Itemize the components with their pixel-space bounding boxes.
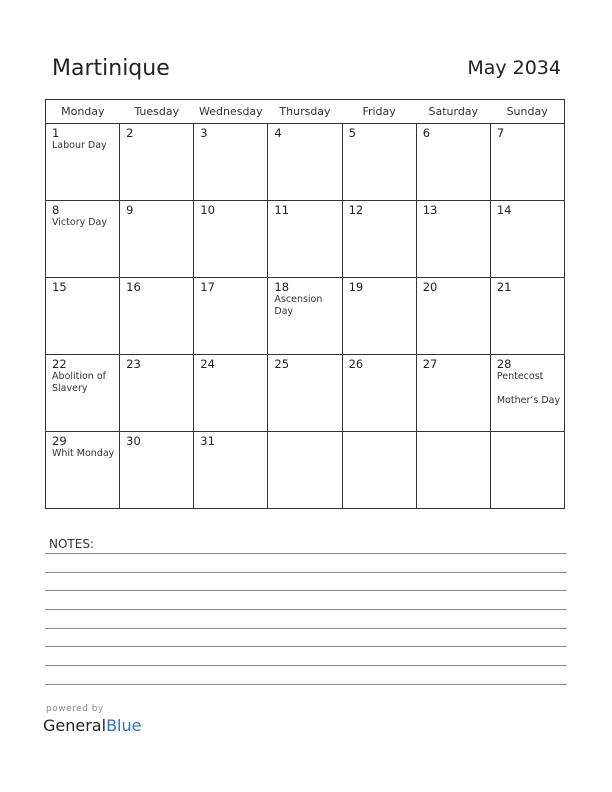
notes-line [45,646,567,647]
week-row [46,278,565,355]
day-cell [416,201,490,278]
day-number: 31 [200,434,215,448]
day-cell [342,201,416,278]
day-cell [490,201,564,278]
day-number: 22 [52,357,67,371]
day-cell [120,124,194,201]
week-row [46,355,565,432]
holiday-label: Pentecost [496,371,544,382]
calendar-grid [45,99,565,509]
day-cell [490,124,564,201]
holiday-label: Whit Monday [52,448,115,459]
day-cell [194,124,268,201]
month-label: May 2034 [467,57,561,79]
holiday-label: Abolition of Slavery [52,371,106,394]
weekday-header: Monday [46,100,120,124]
day-cell [120,278,194,355]
day-cell [46,124,120,201]
day-number: 6 [422,126,431,140]
day-number: 19 [348,280,364,294]
day-cell [268,278,342,355]
day-number: 23 [126,357,141,371]
day-number: 12 [348,203,364,217]
notes-line [45,628,567,629]
brand-name-part1: General [43,716,107,735]
page-title: Martinique [52,56,170,81]
holiday-label: Labour Day [52,140,107,151]
holiday-label: Mother’s Day [496,395,561,406]
day-number: 13 [422,203,438,217]
day-cell [194,432,268,509]
notes-line [45,609,567,610]
day-cell [268,201,342,278]
day-cell [46,278,120,355]
holiday-label: Victory Day [52,217,107,228]
day-cell-empty [416,432,490,509]
weekday-header: Tuesday [120,100,194,124]
day-number: 26 [348,357,364,371]
day-cell [194,355,268,432]
day-number: 5 [348,126,356,140]
day-number: 14 [496,203,512,217]
holiday-label: Ascension Day [274,294,323,317]
day-number: 9 [126,203,134,217]
day-cell [46,355,120,432]
notes-line [45,665,567,666]
day-number: 4 [274,126,282,140]
day-cell [342,278,416,355]
day-number: 17 [200,280,215,294]
day-cell [342,124,416,201]
week-row [46,201,565,278]
day-cell [46,432,120,509]
day-cell [490,278,564,355]
day-cell [342,355,416,432]
day-number: 21 [496,280,512,294]
day-number: 18 [274,280,290,294]
weekday-header: Wednesday [194,100,268,124]
day-number: 2 [126,126,134,140]
powered-by-label: powered by [46,704,104,714]
day-cell-empty [268,432,342,509]
day-number: 11 [274,203,290,217]
day-cell-empty [490,432,564,509]
day-number: 16 [126,280,141,294]
week-row [46,124,565,201]
notes-line [45,572,567,573]
day-cell [120,201,194,278]
day-cell [416,278,490,355]
weekday-header: Thursday [268,100,342,124]
day-number: 29 [52,434,67,448]
day-number: 24 [200,357,215,371]
day-cell [416,124,490,201]
day-number: 10 [200,203,215,217]
week-row [46,432,565,509]
notes-line [45,684,567,685]
day-number: 27 [422,357,438,371]
notes-line [45,590,567,591]
day-cell [416,355,490,432]
brand-logo [43,716,141,735]
brand-name-part2: Blue [106,716,142,735]
weekday-header: Friday [342,100,416,124]
day-cell [268,355,342,432]
day-cell [268,124,342,201]
day-number: 8 [52,203,60,217]
day-number: 1 [52,126,60,140]
day-cell [46,201,120,278]
day-number: 3 [200,126,208,140]
day-cell [194,201,268,278]
day-number: 7 [496,126,505,140]
day-cell [194,278,268,355]
weekday-header: Sunday [490,100,564,124]
day-number: 15 [52,280,67,294]
day-number: 20 [422,280,438,294]
notes-line [45,553,567,554]
weekday-header: Saturday [416,100,490,124]
day-number: 30 [126,434,141,448]
day-number: 25 [274,357,290,371]
day-cell [490,355,564,432]
weekday-header-row [46,100,565,124]
notes-label: NOTES: [49,537,94,551]
day-cell [120,355,194,432]
day-cell-empty [342,432,416,509]
day-number: 28 [496,357,512,371]
day-cell [120,432,194,509]
